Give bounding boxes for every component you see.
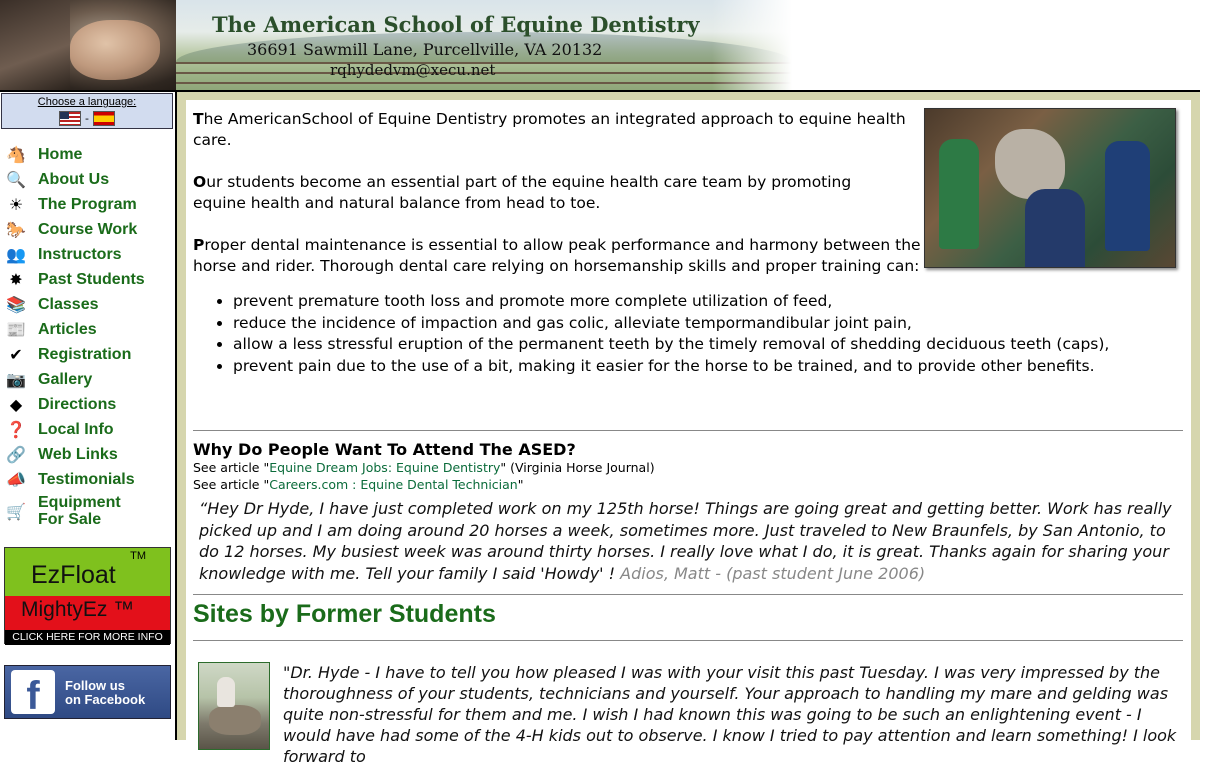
- sidebar-nav: [4, 142, 172, 530]
- horse-icon: 🐎: [6, 220, 26, 239]
- sidebar-item-classes[interactable]: [4, 292, 172, 317]
- newspaper-icon: 📰: [6, 320, 26, 339]
- why-attend-heading: Why Do People Want To Attend The ASED?: [193, 440, 576, 459]
- sidebar-item-directions[interactable]: [4, 392, 172, 417]
- sidebar-item-equipment-for-sale[interactable]: [4, 492, 172, 530]
- ezfloat-cta[interactable]: CLICK HERE FOR MORE INFO: [5, 630, 170, 645]
- language-chooser: [1, 93, 173, 129]
- benefits-list: [193, 291, 1223, 377]
- sidebar-item-label[interactable]: Testimonials: [38, 471, 135, 488]
- camera-icon: 📷: [6, 370, 26, 389]
- sidebar-item-label[interactable]: About Us: [38, 171, 110, 188]
- list-item: • allow a less stressful eruption of the permanent teeth by the timely removal of shedding deciduous teeth (caps),: [233, 334, 1223, 356]
- list-item: • reduce the incidence of impaction and gas colic, alleviate tempormandibular joint pain,: [233, 313, 1223, 335]
- school-address: 36691 Sawmill Lane, Purcellville, VA 20132: [247, 40, 603, 59]
- sidebar-item-local-info[interactable]: [4, 417, 172, 442]
- main-content: [186, 100, 1191, 766]
- sidebar-item-label[interactable]: Registration: [38, 346, 132, 363]
- sidebar-item-instructors[interactable]: [4, 242, 172, 267]
- section-divider: [193, 594, 1183, 595]
- sidebar-item-gallery[interactable]: [4, 367, 172, 392]
- megaphone-icon: 📣: [6, 470, 26, 489]
- article-link[interactable]: Equine Dream Jobs: Equine Dentistry: [269, 460, 501, 475]
- shopping-cart-icon: 🛒: [6, 501, 26, 521]
- people-icon: 👥: [6, 245, 26, 264]
- facebook-line1: Follow us: [65, 678, 125, 693]
- article-link[interactable]: Careers.com : Equine Dental Technician: [269, 477, 518, 492]
- facebook-follow-button[interactable]: [4, 665, 171, 719]
- sites-heading: Sites by Former Students: [193, 600, 496, 628]
- list-item: • prevent pain due to the use of a bit, making it easier for the horse to be trained, and to provide other benefits.: [233, 356, 1223, 378]
- sidebar: [0, 92, 175, 740]
- horse-head-icon: 🐴: [6, 145, 26, 164]
- students-paragraph: Our students become an essential part of the equine health care team by promoting equine health and natural balance from head to toe.: [193, 173, 852, 212]
- us-flag-icon[interactable]: [59, 111, 81, 126]
- section-divider: [193, 640, 1183, 641]
- checkmark-icon: ✔: [9, 345, 23, 364]
- client-testimonial: "Dr. Hyde - I have to tell you how pleased I was with your visit this past Tuesday. I was very impressed by the thoroughness of your students, technicians and yourself. Your approach to handling my mare and gelding was quite non-stressful for them and me. I wish I had known this was going to be such an enlightening event - I would have had some of the 4-H kids out to observe. I know I tried to pay attention and learn something! I look forward to: [283, 663, 1177, 766]
- article-reference: See article "Equine Dream Jobs: Equine Dentistry" (Virginia Horse Journal): [193, 460, 655, 475]
- article-reference: See article "Careers.com : Equine Dental Technician": [193, 477, 524, 492]
- sidebar-item-web-links[interactable]: [4, 442, 172, 467]
- dental-maintenance-paragraph: Proper dental maintenance is essential to allow peak performance and harmony between the horse and rider. Thorough dental care relying on horsemanship skills and proper training can:: [193, 236, 921, 275]
- ezfloat-tm: TM: [130, 550, 146, 562]
- dentistry-class-photo: [924, 108, 1176, 268]
- sun-icon: ☀: [8, 195, 24, 214]
- ezfloat-ad-banner[interactable]: [4, 547, 171, 644]
- facebook-line2: on Facebook: [65, 692, 146, 707]
- former-student-photo[interactable]: [198, 662, 270, 750]
- list-item: • prevent premature tooth loss and promote more complete utilization of feed,: [233, 291, 1223, 313]
- sidebar-item-testimonials[interactable]: [4, 467, 172, 492]
- language-separator: -: [85, 112, 89, 125]
- testimonial-signature: Adios, Matt - (past student June 2006): [620, 563, 926, 583]
- header-photo: [0, 0, 176, 91]
- link-icon: 🔗: [6, 445, 26, 464]
- sidebar-item-label[interactable]: Web Links: [38, 446, 118, 463]
- ezfloat-title: EzFloat: [31, 561, 116, 589]
- sidebar-item-label[interactable]: Home: [38, 146, 83, 163]
- magnifier-icon: 🔍: [6, 170, 26, 189]
- language-label[interactable]: Choose a language:: [37, 96, 137, 108]
- sidebar-item-registration[interactable]: [4, 342, 172, 367]
- sidebar-item-course-work[interactable]: [4, 217, 172, 242]
- books-icon: 📚: [6, 295, 26, 314]
- student-testimonial: “Hey Dr Hyde, I have just completed work on my 125th horse! Things are going great and getting better. Work has really picked up and I am doing around 20 horses a week, sometimes more. Just traveled to New Braunfels, by San Antonio, to do 12 horses. My busiest week was around thirty horses. I really love what I do, it is great. Thanks again for sharing your knowledge with me. Tell your family I said 'Howdy' ! Adios, Matt - (past student June 2006): [199, 499, 1172, 583]
- sidebar-item-past-students[interactable]: [4, 267, 172, 292]
- sidebar-item-label[interactable]: The Program: [38, 196, 137, 213]
- sidebar-item-label[interactable]: Articles: [38, 321, 97, 338]
- sidebar-item-label[interactable]: Instructors: [38, 246, 122, 263]
- sidebar-item-label[interactable]: Gallery: [38, 371, 93, 388]
- spain-flag-icon[interactable]: [93, 111, 115, 126]
- sidebar-item-label[interactable]: Equipment For Sale: [38, 494, 121, 528]
- sidebar-item-label[interactable]: Directions: [38, 396, 117, 413]
- sidebar-item-label[interactable]: Past Students: [38, 271, 145, 288]
- sidebar-item-label[interactable]: Course Work: [38, 221, 138, 238]
- road-sign-icon: ◆: [9, 395, 23, 414]
- school-name: The American School of Equine Dentistry: [212, 12, 700, 37]
- section-divider: [193, 430, 1183, 431]
- question-icon: ❓: [6, 420, 26, 439]
- intro-paragraph: The AmericanSchool of Equine Dentistry promotes an integrated approach to equine health care.: [193, 110, 906, 149]
- mightyez-title: MightyEz ™: [21, 598, 135, 621]
- sidebar-item-about-us[interactable]: [4, 167, 172, 192]
- sidebar-item-home[interactable]: [4, 142, 172, 167]
- sidebar-item-label[interactable]: Classes: [38, 296, 99, 313]
- sidebar-item-the-program[interactable]: [4, 192, 172, 217]
- starburst-icon: ✸: [9, 270, 23, 289]
- sidebar-item-articles[interactable]: [4, 317, 172, 342]
- school-email[interactable]: rqhydedvm@xecu.net: [330, 61, 496, 79]
- facebook-icon: f: [11, 670, 55, 714]
- sidebar-item-label[interactable]: Local Info: [38, 421, 114, 438]
